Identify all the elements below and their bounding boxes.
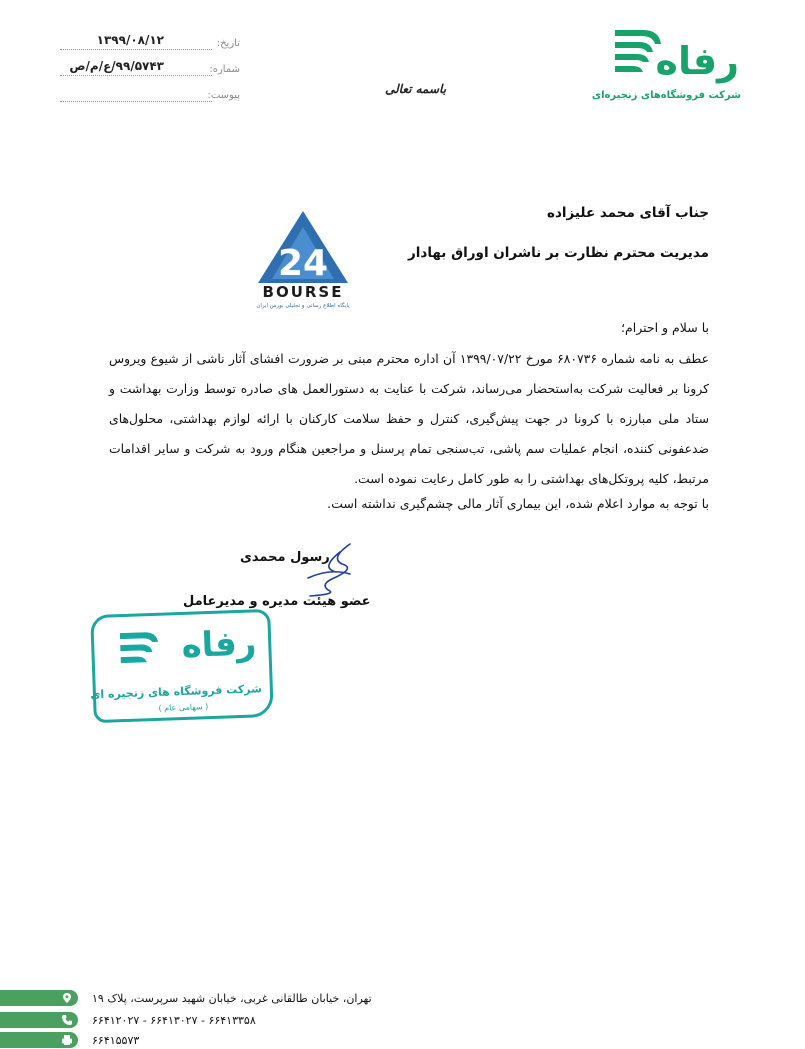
fax-icon <box>61 1034 73 1046</box>
bourse-wordmark: BOURSE <box>262 283 344 301</box>
date-label: تاریخ: <box>216 37 240 49</box>
bourse-logo <box>244 207 362 314</box>
stamp-subtitle-type: ( سهامی عام ) <box>158 702 209 713</box>
recipient-department: مدیریت محترم نظارت بر ناشران اوراق بهادار <box>408 245 709 261</box>
letter-closing: با توجه به موارد اعلام شده، این بیماری آثار مالی چشم‌گیری نداشته است. <box>327 496 709 511</box>
stamp-stripes-icon <box>116 628 166 674</box>
bismillah-heading: باسمه تعالی <box>385 82 447 96</box>
attachment-label: پیوست: <box>207 89 240 101</box>
attachment-row <box>60 82 240 108</box>
letter-meta <box>60 30 240 108</box>
footer-phones: ۶۶۴۱۲۰۲۷ - ۶۶۴۱۳۰۲۷ - ۶۶۴۱۳۳۵۸ <box>92 1013 256 1027</box>
handwritten-signature <box>290 538 370 598</box>
location-pin-icon <box>61 992 73 1004</box>
bourse-triangle-icon <box>244 207 362 285</box>
greeting: با سلام و احترام؛ <box>621 320 709 335</box>
number-row <box>60 56 240 82</box>
signer-title: عضو هیئت مدیره و مدیرعامل <box>183 594 371 609</box>
refah-logo <box>591 22 741 104</box>
footer-address: تهران، خیابان طالقانی غربی، خیابان شهید سرپرست، پلاک ۱۹ <box>92 991 372 1005</box>
bourse-subtitle: پایگاه اطلاع رسانی و تحلیلی بورس ایران <box>256 303 350 309</box>
number-value: ۹۹/۵۷۴۳/ع/م/ص <box>69 59 164 73</box>
signer-name: رسول محمدی <box>240 550 330 565</box>
logo-wordmark: رفاه <box>655 39 739 83</box>
date-value: ۱۳۹۹/۰۸/۱۲ <box>96 33 164 47</box>
phone-icon <box>61 1014 73 1026</box>
footer-address-row <box>0 989 372 1007</box>
date-row <box>60 30 240 56</box>
recipient-name: جناب آقای محمد علیزاده <box>547 205 709 221</box>
number-label: شماره: <box>209 63 240 75</box>
logo-subtitle: شرکت فروشگاه‌های زنجیره‌ای <box>591 90 741 101</box>
footer-fax-row <box>0 1031 139 1049</box>
footer-phone-row <box>0 1011 256 1029</box>
footer-fax: ۶۶۴۱۵۵۷۳ <box>92 1033 140 1047</box>
company-stamp <box>90 609 274 723</box>
letter-body: عطف به نامه شماره ۶۸۰۷۳۶ مورخ ۱۳۹۹/۰۷/۲۲ آن اداره محترم مبنی بر ضرورت افشای آثار ناشی از شیوع ویروس کرونا بر فعالیت شرکت به‌استحضار می‌رساند، شرکت با عنایت به دستورالعمل های صادره توسط وزارت بهداشت و ستاد ملی مبارزه با کرونا در جهت پیش‌گیری، کنترل و حفظ سلامت کارکنان با ارائه لوازم بهداشتی، محلول‌های ضدعفونی کننده، انجام عملیات سم پاشی، تب‌سنجی تمام پرسنل و مراجعین هنگام ورود به شرکت و سایر اقدامات مرتبط، کلیه پروتکل‌های بهداشتی را به طور کامل رعایت نموده است. <box>109 351 709 486</box>
svg-text:24: 24 <box>277 243 329 284</box>
stamp-wordmark: رفاه <box>180 623 257 666</box>
stamp-subtitle: شرکت فروشگاه های زنجیره ای <box>90 682 263 702</box>
